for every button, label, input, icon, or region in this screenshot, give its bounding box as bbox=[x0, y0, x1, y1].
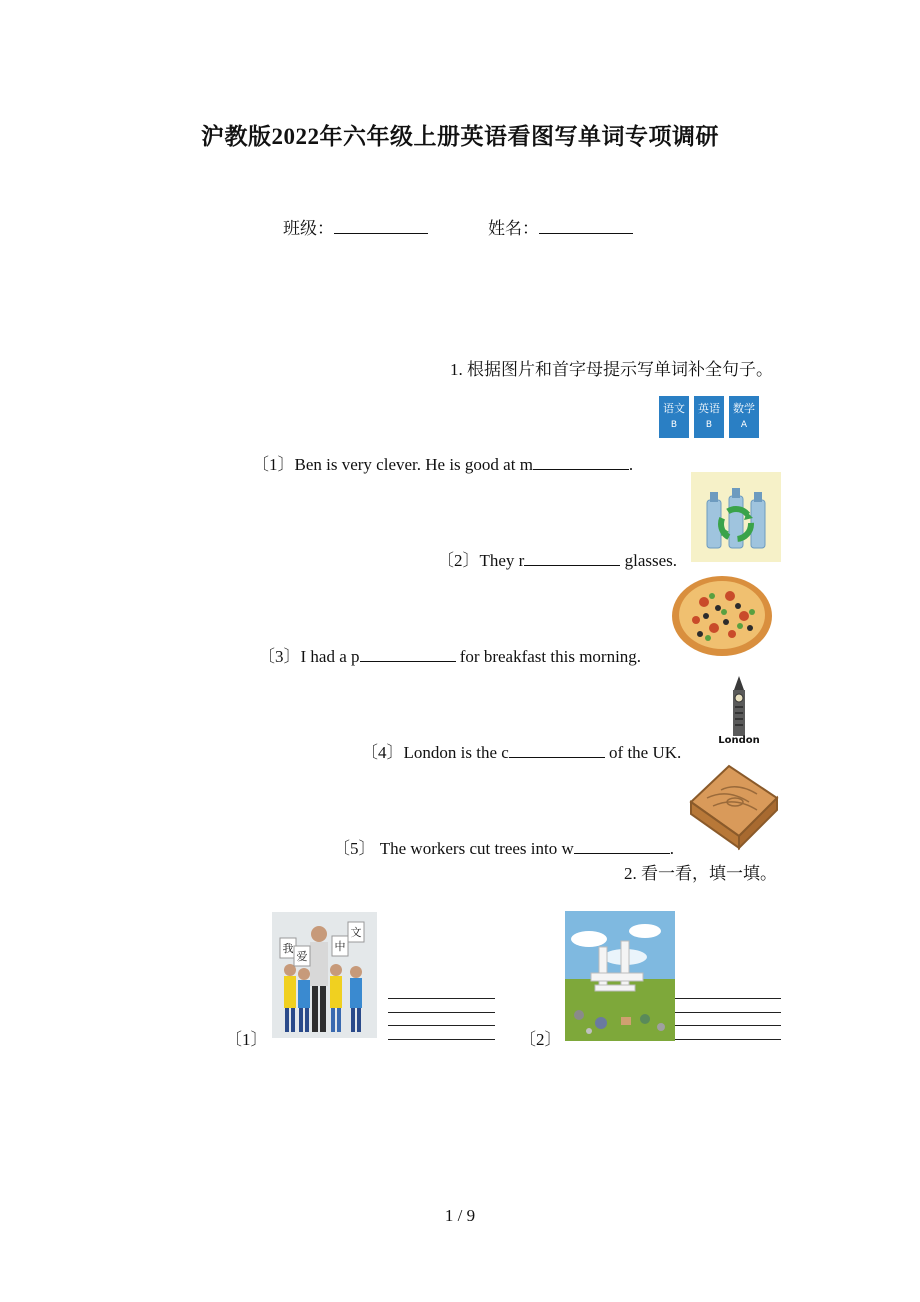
item-number: 〔5〕 bbox=[333, 839, 376, 858]
item-text-after: of the UK. bbox=[604, 743, 682, 762]
wood-plank-image bbox=[687, 762, 781, 852]
item-text-before: I had a p bbox=[300, 647, 360, 666]
answer-blank[interactable] bbox=[360, 644, 456, 662]
answer-line-4[interactable] bbox=[675, 1039, 781, 1040]
class-label: 班级： bbox=[283, 219, 334, 238]
recycle-icon bbox=[691, 472, 781, 562]
page-number: 1 / 9 bbox=[444, 1206, 476, 1225]
subject-2-name: 英语 bbox=[698, 402, 720, 415]
section2-instruction: 2. 看一看，填一填。 bbox=[624, 864, 777, 883]
item-text-before: The workers cut trees into w bbox=[375, 839, 574, 858]
exercise-item-5 bbox=[333, 834, 674, 859]
item-number: 〔3〕 bbox=[258, 647, 301, 666]
exercise-item-1 bbox=[252, 450, 633, 475]
class-field bbox=[283, 214, 428, 239]
item-text-after: glasses. bbox=[620, 551, 678, 570]
item-number: 〔1〕 bbox=[252, 455, 295, 474]
sign-char-1: 我 bbox=[282, 942, 294, 955]
answer-blank[interactable] bbox=[509, 740, 605, 758]
section1-instruction: 1. 根据图片和首字母提示写单词补全句子。 bbox=[450, 360, 773, 379]
answer-line-1[interactable] bbox=[675, 998, 781, 999]
park-litter-picture bbox=[565, 911, 675, 1041]
class-blank[interactable] bbox=[334, 216, 428, 234]
answer-line-4[interactable] bbox=[388, 1039, 495, 1040]
section2-item-1-number: 〔1〕 bbox=[225, 1030, 268, 1049]
answer-line-1[interactable] bbox=[388, 998, 495, 999]
item-number: 〔4〕 bbox=[361, 743, 404, 762]
item-text-after: for breakfast this morning. bbox=[455, 647, 642, 666]
subject-3-name: 数学 bbox=[733, 402, 755, 415]
pizza-image bbox=[670, 572, 774, 658]
subject-2-grade: B bbox=[705, 420, 713, 430]
name-field bbox=[488, 214, 633, 239]
wood-icon bbox=[687, 762, 781, 852]
pizza-icon bbox=[670, 572, 774, 658]
exercise-item-2 bbox=[437, 546, 677, 571]
section2-item-2-number: 〔2〕 bbox=[519, 1030, 562, 1049]
recycle-bottles-image bbox=[691, 472, 781, 562]
name-blank[interactable] bbox=[539, 216, 633, 234]
sign-char-2: 爱 bbox=[296, 950, 308, 963]
big-ben-icon bbox=[712, 676, 766, 738]
answer-line-2[interactable] bbox=[388, 1012, 495, 1013]
answer-blank[interactable] bbox=[574, 836, 670, 854]
subject-1-grade: B bbox=[670, 420, 678, 430]
item-text-after: . bbox=[669, 839, 675, 858]
item-number: 〔2〕 bbox=[437, 551, 480, 570]
item-text-before: Ben is very clever. He is good at m bbox=[294, 455, 533, 474]
answer-line-2[interactable] bbox=[675, 1012, 781, 1013]
answer-blank[interactable] bbox=[524, 548, 620, 566]
park-scene-icon bbox=[565, 911, 675, 1041]
name-label: 姓名： bbox=[488, 219, 539, 238]
answer-blank[interactable] bbox=[533, 452, 629, 470]
exercise-item-3 bbox=[258, 642, 641, 667]
subject-3-grade: A bbox=[740, 420, 748, 430]
sign-char-3: 中 bbox=[334, 940, 346, 953]
sign-char-4: 文 bbox=[350, 926, 362, 939]
page-title: 沪教版2022年六年级上册英语看图写单词专项调研 bbox=[201, 124, 719, 149]
exercise-item-4 bbox=[361, 738, 681, 763]
item-text-before: They r bbox=[479, 551, 525, 570]
item-text-after: . bbox=[628, 455, 634, 474]
item-text-before: London is the c bbox=[403, 743, 509, 762]
subject-1-name: 语文 bbox=[663, 402, 685, 415]
london-label: London bbox=[718, 735, 760, 746]
report-card-image bbox=[658, 394, 760, 440]
answer-line-3[interactable] bbox=[388, 1025, 495, 1026]
children-signs-photo bbox=[272, 912, 377, 1038]
london-big-ben-image bbox=[712, 676, 766, 750]
answer-line-3[interactable] bbox=[675, 1025, 781, 1026]
